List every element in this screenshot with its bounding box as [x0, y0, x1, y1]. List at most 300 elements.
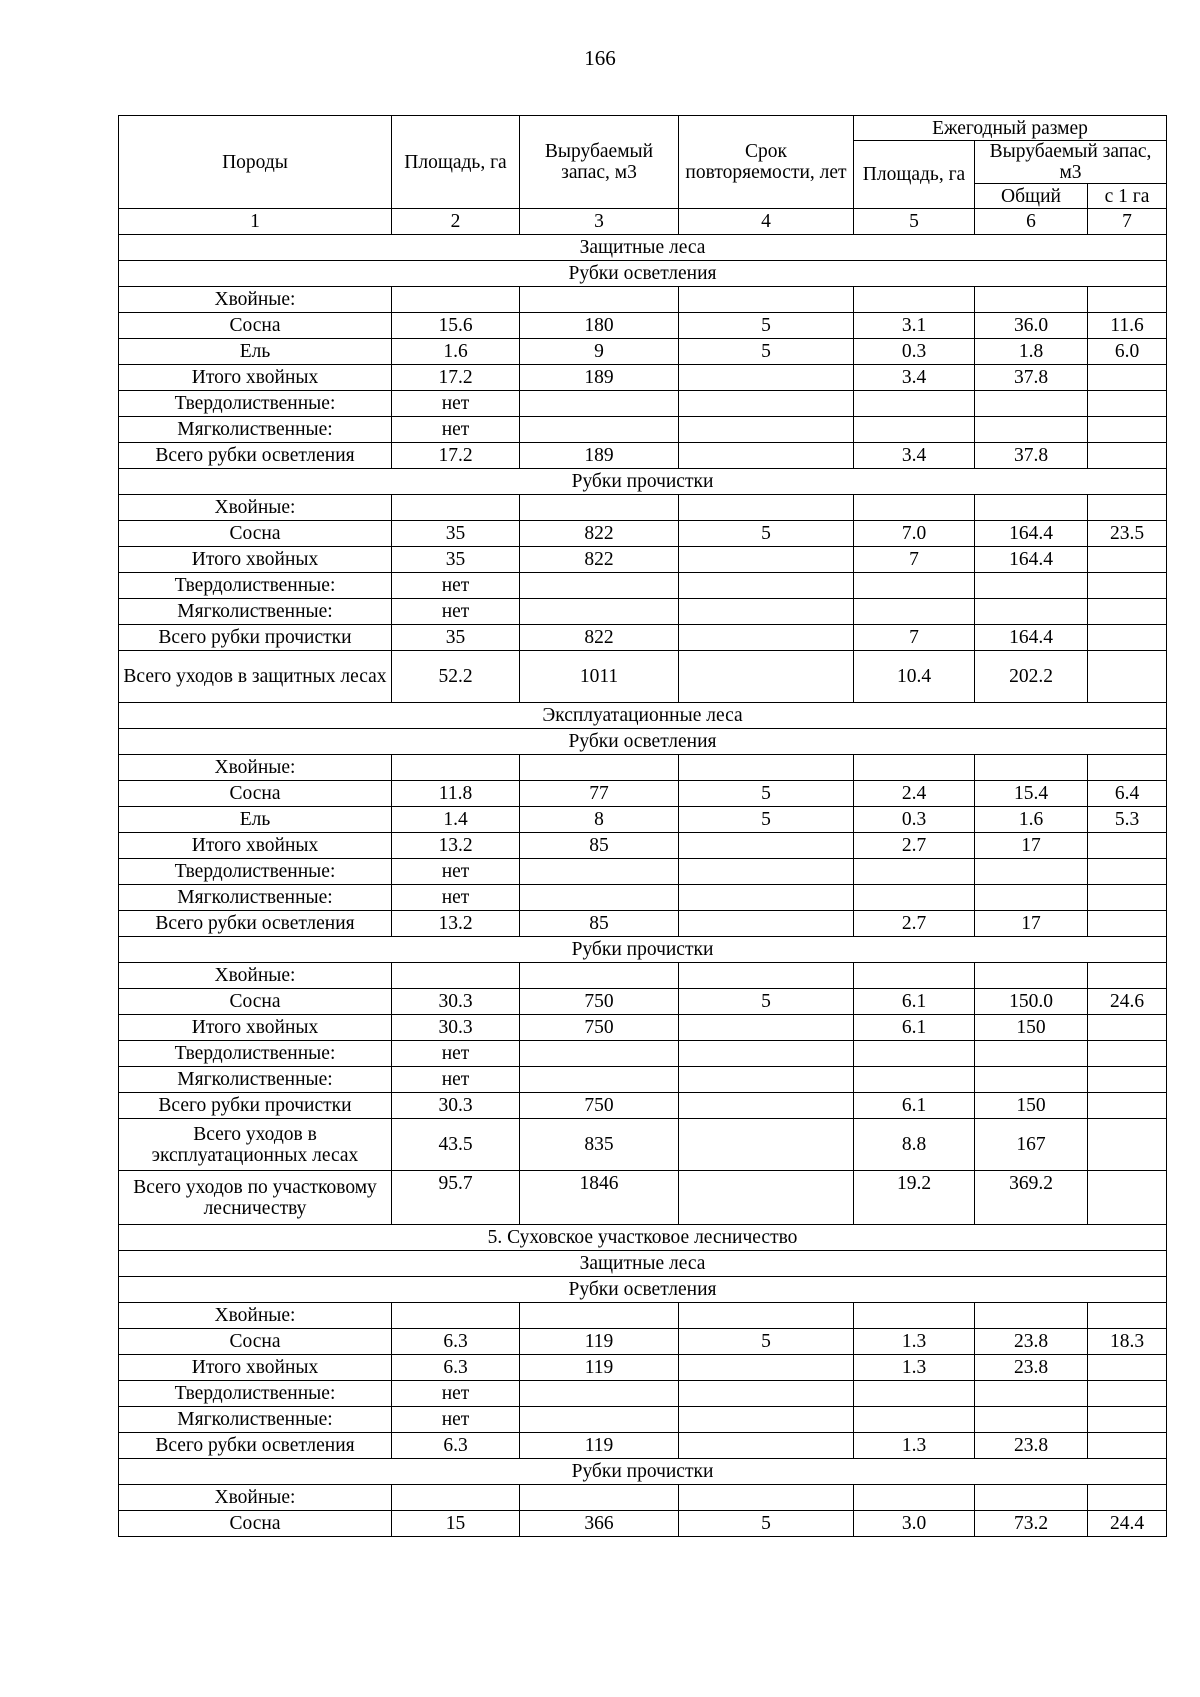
table-row: [119, 495, 1167, 521]
value-cell: 150: [975, 1093, 1088, 1119]
table-row: [119, 573, 1167, 599]
value-cell: [1088, 365, 1167, 391]
header-annual-area: Площадь, га: [854, 141, 975, 209]
value-cell: 180: [520, 313, 679, 339]
value-cell: 6.3: [392, 1355, 520, 1381]
table-row: [119, 1485, 1167, 1511]
value-cell: [854, 1407, 975, 1433]
value-cell: 30.3: [392, 1015, 520, 1041]
value-cell: [520, 859, 679, 885]
species-cell: Твердолиственные:: [119, 859, 392, 885]
value-cell: 11.6: [1088, 313, 1167, 339]
section-title: Защитные леса: [119, 235, 1167, 261]
value-cell: нет: [392, 859, 520, 885]
value-cell: 13.2: [392, 833, 520, 859]
value-cell: 7: [854, 547, 975, 573]
value-cell: 1.4: [392, 807, 520, 833]
species-cell: Итого хвойных: [119, 1355, 392, 1381]
species-cell: Мягколиственные:: [119, 599, 392, 625]
value-cell: 167: [975, 1119, 1088, 1171]
section-title: Рубки осветления: [119, 729, 1167, 755]
value-cell: [679, 651, 854, 703]
value-cell: нет: [392, 599, 520, 625]
value-cell: [854, 599, 975, 625]
table-row: [119, 1381, 1167, 1407]
section-row: [119, 469, 1167, 495]
value-cell: [679, 1303, 854, 1329]
value-cell: [975, 963, 1088, 989]
species-cell: Хвойные:: [119, 1485, 392, 1511]
value-cell: [854, 1381, 975, 1407]
value-cell: [679, 1433, 854, 1459]
value-cell: 15.4: [975, 781, 1088, 807]
value-cell: 43.5: [392, 1119, 520, 1171]
value-cell: 822: [520, 547, 679, 573]
section-row: [119, 1251, 1167, 1277]
value-cell: 150.0: [975, 989, 1088, 1015]
section-row: [119, 703, 1167, 729]
value-cell: 6.1: [854, 989, 975, 1015]
value-cell: 10.4: [854, 651, 975, 703]
value-cell: 1.3: [854, 1329, 975, 1355]
value-cell: [854, 963, 975, 989]
species-cell: Хвойные:: [119, 963, 392, 989]
value-cell: 17.2: [392, 365, 520, 391]
value-cell: [1088, 1433, 1167, 1459]
value-cell: 822: [520, 521, 679, 547]
column-number-row: [119, 209, 1167, 235]
value-cell: [1088, 547, 1167, 573]
value-cell: [1088, 1381, 1167, 1407]
value-cell: [854, 1303, 975, 1329]
value-cell: 164.4: [975, 547, 1088, 573]
value-cell: 119: [520, 1329, 679, 1355]
value-cell: [520, 1485, 679, 1511]
species-cell: Итого хвойных: [119, 833, 392, 859]
header-total: Общий: [975, 184, 1088, 209]
value-cell: 5: [679, 989, 854, 1015]
value-cell: 23.8: [975, 1355, 1088, 1381]
value-cell: [854, 573, 975, 599]
value-cell: 35: [392, 547, 520, 573]
species-cell: Твердолиственные:: [119, 573, 392, 599]
table-row: [119, 1329, 1167, 1355]
value-cell: [520, 885, 679, 911]
table-row: [119, 391, 1167, 417]
table-row: [119, 417, 1167, 443]
value-cell: [392, 1303, 520, 1329]
table-row: [119, 339, 1167, 365]
value-cell: 37.8: [975, 365, 1088, 391]
section-row: [119, 235, 1167, 261]
table-row: [119, 755, 1167, 781]
column-number: 1: [119, 209, 392, 235]
felling-table: [118, 115, 1167, 1537]
value-cell: 23.8: [975, 1433, 1088, 1459]
value-cell: [520, 755, 679, 781]
column-number: 4: [679, 209, 854, 235]
section-title: Рубки прочистки: [119, 1459, 1167, 1485]
value-cell: [1088, 1303, 1167, 1329]
header-per-ha: с 1 га: [1088, 184, 1167, 209]
value-cell: [392, 1485, 520, 1511]
value-cell: 13.2: [392, 911, 520, 937]
value-cell: [854, 859, 975, 885]
value-cell: 23.8: [975, 1329, 1088, 1355]
value-cell: [520, 1303, 679, 1329]
value-cell: [679, 755, 854, 781]
table-row: [119, 287, 1167, 313]
table-row: [119, 807, 1167, 833]
value-cell: [679, 547, 854, 573]
species-cell: Всего уходов по участковому лесничеству: [119, 1171, 392, 1225]
value-cell: [1088, 573, 1167, 599]
value-cell: 3.4: [854, 365, 975, 391]
value-cell: [854, 1485, 975, 1511]
value-cell: 15: [392, 1511, 520, 1537]
species-cell: Сосна: [119, 1329, 392, 1355]
table-row: [119, 1041, 1167, 1067]
value-cell: 1.6: [392, 339, 520, 365]
column-number: 6: [975, 209, 1088, 235]
value-cell: [975, 1381, 1088, 1407]
value-cell: [679, 443, 854, 469]
value-cell: нет: [392, 1407, 520, 1433]
section-row: [119, 1459, 1167, 1485]
value-cell: [520, 573, 679, 599]
table-row: [119, 1067, 1167, 1093]
value-cell: [975, 1067, 1088, 1093]
table-row: [119, 1407, 1167, 1433]
value-cell: [1088, 651, 1167, 703]
value-cell: 17.2: [392, 443, 520, 469]
value-cell: 18.3: [1088, 1329, 1167, 1355]
column-number: 7: [1088, 209, 1167, 235]
table-row: [119, 859, 1167, 885]
species-cell: Мягколиственные:: [119, 885, 392, 911]
value-cell: [1088, 1067, 1167, 1093]
value-cell: [975, 755, 1088, 781]
value-cell: [679, 1355, 854, 1381]
value-cell: 5: [679, 1511, 854, 1537]
species-cell: Всего рубки осветления: [119, 911, 392, 937]
value-cell: 6.1: [854, 1015, 975, 1041]
section-row: [119, 1225, 1167, 1251]
table-row: [119, 521, 1167, 547]
value-cell: нет: [392, 1067, 520, 1093]
value-cell: 37.8: [975, 443, 1088, 469]
section-title: Рубки прочистки: [119, 937, 1167, 963]
table-row: [119, 651, 1167, 703]
header-annual-cut-stock: Вырубаемый запас, м3: [975, 141, 1167, 184]
value-cell: [975, 391, 1088, 417]
value-cell: [1088, 1171, 1167, 1225]
value-cell: [1088, 599, 1167, 625]
value-cell: [679, 1067, 854, 1093]
value-cell: [975, 599, 1088, 625]
header-row: [119, 116, 1167, 141]
value-cell: [679, 1041, 854, 1067]
value-cell: [520, 1407, 679, 1433]
value-cell: 36.0: [975, 313, 1088, 339]
value-cell: нет: [392, 1381, 520, 1407]
value-cell: [975, 1485, 1088, 1511]
value-cell: [520, 1067, 679, 1093]
column-number: 5: [854, 209, 975, 235]
value-cell: 5: [679, 807, 854, 833]
section-row: [119, 937, 1167, 963]
value-cell: 7.0: [854, 521, 975, 547]
value-cell: [679, 391, 854, 417]
table-row: [119, 1303, 1167, 1329]
value-cell: [1088, 625, 1167, 651]
species-cell: Хвойные:: [119, 287, 392, 313]
species-cell: Сосна: [119, 1511, 392, 1537]
value-cell: 17: [975, 911, 1088, 937]
value-cell: 189: [520, 443, 679, 469]
value-cell: 1.3: [854, 1355, 975, 1381]
species-cell: Всего рубки прочистки: [119, 625, 392, 651]
value-cell: 73.2: [975, 1511, 1088, 1537]
column-number: 2: [392, 209, 520, 235]
species-cell: Всего рубки осветления: [119, 443, 392, 469]
value-cell: нет: [392, 573, 520, 599]
species-cell: Хвойные:: [119, 1303, 392, 1329]
value-cell: 6.4: [1088, 781, 1167, 807]
value-cell: [679, 1381, 854, 1407]
species-cell: Всего уходов в эксплуатационных лесах: [119, 1119, 392, 1171]
section-row: [119, 1277, 1167, 1303]
table-row: [119, 911, 1167, 937]
value-cell: 17: [975, 833, 1088, 859]
header-annual-size: Ежегодный размер: [854, 116, 1167, 141]
value-cell: 8.8: [854, 1119, 975, 1171]
value-cell: [1088, 911, 1167, 937]
value-cell: 8: [520, 807, 679, 833]
value-cell: [1088, 755, 1167, 781]
table-row: [119, 1015, 1167, 1041]
table-row: [119, 1171, 1167, 1225]
value-cell: [679, 365, 854, 391]
value-cell: [1088, 859, 1167, 885]
value-cell: [975, 859, 1088, 885]
value-cell: [520, 287, 679, 313]
value-cell: 1011: [520, 651, 679, 703]
section-title: Защитные леса: [119, 1251, 1167, 1277]
value-cell: [1088, 885, 1167, 911]
value-cell: 6.3: [392, 1329, 520, 1355]
value-cell: 6.3: [392, 1433, 520, 1459]
value-cell: 1.3: [854, 1433, 975, 1459]
table-row: [119, 781, 1167, 807]
species-cell: Твердолиственные:: [119, 391, 392, 417]
value-cell: 23.5: [1088, 521, 1167, 547]
section-title: 5. Суховское участковое лесничество: [119, 1225, 1167, 1251]
value-cell: 15.6: [392, 313, 520, 339]
value-cell: [1088, 495, 1167, 521]
table-row: [119, 885, 1167, 911]
species-cell: Всего рубки прочистки: [119, 1093, 392, 1119]
species-cell: Мягколиственные:: [119, 417, 392, 443]
species-cell: Мягколиственные:: [119, 1407, 392, 1433]
value-cell: [1088, 417, 1167, 443]
value-cell: 750: [520, 1015, 679, 1041]
value-cell: [392, 495, 520, 521]
section-row: [119, 261, 1167, 287]
value-cell: [854, 885, 975, 911]
section-title: Рубки осветления: [119, 261, 1167, 287]
value-cell: 5: [679, 521, 854, 547]
species-cell: Ель: [119, 339, 392, 365]
value-cell: [975, 1041, 1088, 1067]
table-row: [119, 313, 1167, 339]
species-cell: Твердолиственные:: [119, 1381, 392, 1407]
value-cell: [854, 1067, 975, 1093]
value-cell: [854, 391, 975, 417]
value-cell: [975, 495, 1088, 521]
species-cell: Сосна: [119, 989, 392, 1015]
value-cell: [679, 287, 854, 313]
value-cell: 5: [679, 339, 854, 365]
value-cell: [679, 625, 854, 651]
value-cell: 9: [520, 339, 679, 365]
value-cell: [1088, 1041, 1167, 1067]
value-cell: [975, 885, 1088, 911]
value-cell: 5: [679, 781, 854, 807]
value-cell: 119: [520, 1433, 679, 1459]
value-cell: 189: [520, 365, 679, 391]
table-row: [119, 1433, 1167, 1459]
value-cell: 750: [520, 989, 679, 1015]
value-cell: [975, 287, 1088, 313]
value-cell: 119: [520, 1355, 679, 1381]
value-cell: 6.1: [854, 1093, 975, 1119]
value-cell: [679, 599, 854, 625]
page-number: 166: [584, 46, 616, 70]
value-cell: 5.3: [1088, 807, 1167, 833]
value-cell: [520, 495, 679, 521]
header-area: Площадь, га: [392, 116, 520, 209]
value-cell: 24.6: [1088, 989, 1167, 1015]
value-cell: 6.0: [1088, 339, 1167, 365]
table-row: [119, 963, 1167, 989]
table-row: [119, 1093, 1167, 1119]
value-cell: [854, 417, 975, 443]
value-cell: 2.4: [854, 781, 975, 807]
header-cut-stock: Вырубаемый запас, м3: [520, 116, 679, 209]
value-cell: [679, 911, 854, 937]
value-cell: [520, 1381, 679, 1407]
value-cell: [679, 1407, 854, 1433]
value-cell: 77: [520, 781, 679, 807]
value-cell: 85: [520, 911, 679, 937]
value-cell: [679, 1485, 854, 1511]
value-cell: 0.3: [854, 807, 975, 833]
section-row: [119, 729, 1167, 755]
value-cell: 3.1: [854, 313, 975, 339]
value-cell: [679, 417, 854, 443]
value-cell: [854, 1041, 975, 1067]
value-cell: [1088, 963, 1167, 989]
value-cell: [1088, 1093, 1167, 1119]
value-cell: 7: [854, 625, 975, 651]
value-cell: [975, 417, 1088, 443]
header-repeat-period: Срок повторяемости, лет: [679, 116, 854, 209]
value-cell: 52.2: [392, 651, 520, 703]
value-cell: 95.7: [392, 1171, 520, 1225]
value-cell: [1088, 1407, 1167, 1433]
species-cell: Сосна: [119, 781, 392, 807]
value-cell: [1088, 1355, 1167, 1381]
section-title: Рубки осветления: [119, 1277, 1167, 1303]
value-cell: [679, 1015, 854, 1041]
value-cell: нет: [392, 417, 520, 443]
value-cell: 150: [975, 1015, 1088, 1041]
header-species: Породы: [119, 116, 392, 209]
value-cell: 30.3: [392, 1093, 520, 1119]
value-cell: 5: [679, 313, 854, 339]
column-number: 3: [520, 209, 679, 235]
value-cell: [679, 885, 854, 911]
value-cell: [1088, 443, 1167, 469]
value-cell: 24.4: [1088, 1511, 1167, 1537]
table-row: [119, 1355, 1167, 1381]
species-cell: Итого хвойных: [119, 365, 392, 391]
value-cell: 822: [520, 625, 679, 651]
table-row: [119, 833, 1167, 859]
value-cell: 11.8: [392, 781, 520, 807]
value-cell: [975, 1407, 1088, 1433]
value-cell: [679, 833, 854, 859]
value-cell: [854, 755, 975, 781]
table-row: [119, 1511, 1167, 1537]
value-cell: 369.2: [975, 1171, 1088, 1225]
value-cell: [679, 495, 854, 521]
value-cell: 2.7: [854, 911, 975, 937]
value-cell: 750: [520, 1093, 679, 1119]
species-cell: Всего уходов в защитных лесах: [119, 651, 392, 703]
section-title: Рубки прочистки: [119, 469, 1167, 495]
species-cell: Сосна: [119, 313, 392, 339]
value-cell: [1088, 391, 1167, 417]
value-cell: 1.8: [975, 339, 1088, 365]
table-row: [119, 599, 1167, 625]
value-cell: 3.0: [854, 1511, 975, 1537]
value-cell: 35: [392, 521, 520, 547]
value-cell: [520, 1041, 679, 1067]
value-cell: 202.2: [975, 651, 1088, 703]
table-row: [119, 625, 1167, 651]
value-cell: [1088, 287, 1167, 313]
value-cell: 19.2: [854, 1171, 975, 1225]
value-cell: 5: [679, 1329, 854, 1355]
value-cell: 35: [392, 625, 520, 651]
value-cell: [1088, 1119, 1167, 1171]
value-cell: [520, 599, 679, 625]
value-cell: [975, 573, 1088, 599]
value-cell: [392, 755, 520, 781]
value-cell: нет: [392, 391, 520, 417]
section-title: Эксплуатационные леса: [119, 703, 1167, 729]
value-cell: [1088, 1015, 1167, 1041]
species-cell: Твердолиственные:: [119, 1041, 392, 1067]
value-cell: [854, 495, 975, 521]
value-cell: нет: [392, 885, 520, 911]
species-cell: Мягколиственные:: [119, 1067, 392, 1093]
value-cell: [679, 1119, 854, 1171]
value-cell: 835: [520, 1119, 679, 1171]
species-cell: Всего рубки осветления: [119, 1433, 392, 1459]
